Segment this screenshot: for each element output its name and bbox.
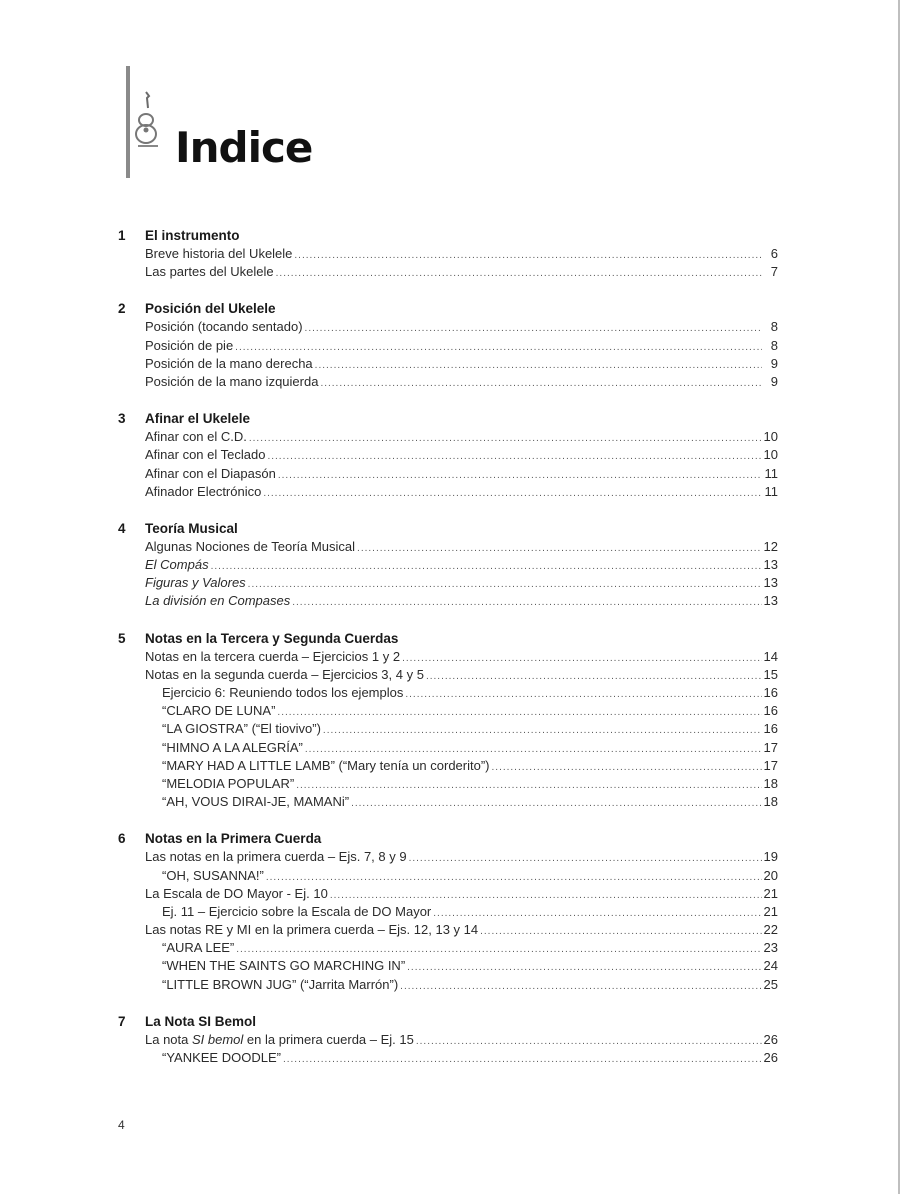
entry-page: 10 xyxy=(763,429,778,445)
dot-leader xyxy=(433,905,761,923)
entry-page: 11 xyxy=(764,465,778,481)
entry-title-text: Posición de la mano izquierda xyxy=(145,373,319,389)
entry-title-text: Breve historia del Ukelele xyxy=(145,246,293,261)
entry-title xyxy=(145,848,407,866)
toc-entry xyxy=(118,648,778,666)
entry-title xyxy=(145,337,233,355)
entry-page: 21 xyxy=(763,903,778,919)
entry-title xyxy=(162,976,398,994)
entry-title xyxy=(145,373,318,391)
toc-section xyxy=(118,519,778,611)
entry-page: 23 xyxy=(763,940,778,956)
toc-entry xyxy=(118,867,778,885)
entry-page: 14 xyxy=(763,648,778,664)
toc-entry xyxy=(118,666,778,684)
entry-title-text: Las notas en la primera cuerda – Ejs. 7, 8 y 9 xyxy=(145,849,407,865)
entry-title-text: “MELODIA POPULAR” xyxy=(162,775,295,791)
entry-page: 25 xyxy=(763,976,778,992)
toc-section xyxy=(118,226,778,281)
dot-leader xyxy=(320,375,762,393)
entry-page: 26 xyxy=(763,1031,778,1047)
section-number: 1 xyxy=(118,228,126,243)
dot-leader xyxy=(235,339,762,357)
toc-entry xyxy=(118,848,778,866)
entry-page: 6 xyxy=(770,246,778,261)
entry-title xyxy=(162,939,234,957)
entry-title-text: “OH, SUSANNA!” xyxy=(162,867,264,883)
entry-title-part: La nota xyxy=(145,1031,192,1047)
section-heading xyxy=(118,299,778,318)
entry-page: 19 xyxy=(763,849,778,865)
entry-title xyxy=(162,867,264,885)
entry-page: 13 xyxy=(763,557,778,573)
toc-entry xyxy=(118,318,778,336)
entry-title xyxy=(162,702,275,720)
section-title: Posición del Ukelele xyxy=(145,301,276,317)
dot-leader xyxy=(283,1051,762,1069)
entry-title xyxy=(145,446,265,464)
section-title: Notas en la Tercera y Segunda Cuerdas xyxy=(145,630,399,646)
entry-page: 16 xyxy=(763,721,778,737)
toc-entry xyxy=(118,739,778,757)
toc-entry xyxy=(118,757,778,775)
toc-entry xyxy=(118,921,778,939)
dot-leader xyxy=(416,1033,762,1051)
entry-page: 20 xyxy=(763,867,778,883)
entry-title xyxy=(145,666,424,684)
entry-title xyxy=(162,684,403,702)
toc-entry xyxy=(118,702,778,720)
entry-title-text: Afinar con el Teclado xyxy=(145,447,266,463)
toc-entry xyxy=(118,1031,778,1049)
page-number: 4 xyxy=(118,1118,125,1132)
entry-page: 16 xyxy=(763,703,778,719)
entry-page: 26 xyxy=(763,1050,778,1065)
entry-title-text: “AH, VOUS DIRAI-JE, MAMANi” xyxy=(162,794,350,810)
section-title: El instrumento xyxy=(145,228,240,243)
entry-title xyxy=(162,793,349,811)
entry-page: 18 xyxy=(763,794,778,810)
dot-leader xyxy=(276,265,762,283)
dot-leader xyxy=(426,668,762,686)
toc-entry xyxy=(118,574,778,592)
toc-entry xyxy=(118,1049,778,1067)
section-title: La Nota SI Bemol xyxy=(145,1013,257,1029)
toc-entry xyxy=(118,465,778,483)
toc-entry xyxy=(118,446,778,464)
toc-entry xyxy=(118,939,778,957)
dot-leader xyxy=(211,558,762,576)
toc-entry xyxy=(118,337,778,355)
entry-title-text: “HIMNO A LA ALEGRÍA” xyxy=(162,739,303,755)
dot-leader xyxy=(249,430,762,448)
dot-leader xyxy=(400,978,761,996)
entry-title-text: Posición de pie xyxy=(145,337,234,353)
entry-title-text: “MARY HAD A LITTLE LAMB” (“Mary tenía un corderito”) xyxy=(162,757,490,773)
section-number: 3 xyxy=(118,411,126,427)
entry-page: 18 xyxy=(763,775,778,791)
toc-entry xyxy=(118,263,778,281)
entry-title-text: Afinar con el Diapasón xyxy=(145,465,276,481)
toc-entry xyxy=(118,556,778,574)
entry-title xyxy=(145,1031,414,1049)
section-heading xyxy=(118,829,778,848)
toc-entry xyxy=(118,976,778,994)
toc-section xyxy=(118,829,778,994)
entry-title xyxy=(162,739,303,757)
entry-page: 17 xyxy=(763,739,778,755)
entry-title xyxy=(145,538,355,556)
entry-page: 9 xyxy=(770,373,778,389)
dot-leader xyxy=(294,247,762,265)
section-heading xyxy=(118,519,778,538)
toc-section xyxy=(118,409,778,501)
entry-title xyxy=(162,957,405,975)
toc-entry xyxy=(118,373,778,391)
entry-title-text: La Escala de DO Mayor - Ej. 10 xyxy=(145,885,328,901)
section-title: Notas en la Primera Cuerda xyxy=(145,831,322,847)
section-heading xyxy=(118,409,778,428)
dot-leader xyxy=(315,357,762,375)
entry-title-text: “WHEN THE SAINTS GO MARCHING IN” xyxy=(162,958,406,974)
entry-page: 11 xyxy=(764,483,778,499)
entry-title xyxy=(162,720,321,738)
entry-title-text: “LA GIOSTRA” (“El tiovivo”) xyxy=(162,721,321,737)
entry-title-text: “LITTLE BROWN JUG” (“Jarrita Marrón”) xyxy=(162,976,399,992)
dot-leader xyxy=(277,704,761,722)
toc-entry xyxy=(118,538,778,556)
dot-leader xyxy=(278,467,762,485)
toc-entry xyxy=(118,684,778,702)
toc-entry xyxy=(118,903,778,921)
entry-title xyxy=(145,921,478,939)
dot-leader xyxy=(409,850,762,868)
toc-section xyxy=(118,629,778,812)
entry-title-text: Algunas Nociones de Teoría Musical xyxy=(145,538,356,554)
dot-leader xyxy=(263,485,762,503)
dot-leader xyxy=(405,686,761,704)
entry-title-text: Afinador Electrónico xyxy=(145,483,262,499)
entry-title-text: Posición (tocando sentado) xyxy=(145,319,303,335)
toc-entry xyxy=(118,775,778,793)
dot-leader xyxy=(292,594,761,612)
entry-title-text: Las notas RE y MI en la primera cuerda – Ejs. 12, 13 y 14 xyxy=(145,922,479,938)
toc-entry xyxy=(118,245,778,263)
dot-leader xyxy=(351,795,761,813)
entry-page: 13 xyxy=(763,575,778,591)
ukulele-logo xyxy=(126,66,162,178)
section-heading xyxy=(118,629,778,648)
ukulele-icon xyxy=(132,90,160,150)
entry-page: 8 xyxy=(770,319,778,335)
entry-title-text: “CLARO DE LUNA” xyxy=(162,703,276,719)
dot-leader xyxy=(267,448,761,466)
toc-entry xyxy=(118,428,778,446)
section-title: Afinar el Ukelele xyxy=(145,411,251,427)
section-number: 7 xyxy=(118,1013,126,1029)
entry-title-text: Ej. 11 – Ejercicio sobre la Escala de DO Mayor xyxy=(162,903,432,919)
dot-leader xyxy=(305,320,762,338)
entry-title-text: Posición de la mano derecha xyxy=(145,355,313,371)
dot-leader xyxy=(248,576,762,594)
toc-entry xyxy=(118,355,778,373)
section-title: Teoría Musical xyxy=(145,520,238,536)
entry-page: 8 xyxy=(770,337,778,353)
entry-title xyxy=(145,574,246,592)
logo-bar xyxy=(126,66,130,178)
dot-leader xyxy=(357,540,761,558)
entry-title-text: “AURA LEE” xyxy=(162,940,235,956)
toc-entry xyxy=(118,483,778,501)
entry-title-text: Notas en la segunda cuerda – Ejercicios 3, 4 y 5 xyxy=(145,666,424,682)
entry-title-text: La división en Compases xyxy=(145,593,291,609)
entry-page: 10 xyxy=(763,447,778,463)
dot-leader xyxy=(407,959,761,977)
entry-page: 12 xyxy=(763,538,778,554)
page-title: Indice xyxy=(175,123,313,172)
entry-page: 22 xyxy=(763,922,778,938)
entry-title-text: Las partes del Ukelele xyxy=(145,264,274,280)
section-number: 5 xyxy=(118,630,126,646)
entry-title xyxy=(145,648,400,666)
toc-entry xyxy=(118,885,778,903)
toc-entry xyxy=(118,592,778,610)
entry-page: 9 xyxy=(770,355,778,371)
entry-title xyxy=(145,245,292,263)
toc-section xyxy=(118,1012,778,1067)
dot-leader xyxy=(266,869,762,887)
entry-title xyxy=(162,757,490,775)
entry-title xyxy=(145,318,303,336)
entry-page: 24 xyxy=(763,958,778,974)
section-number: 6 xyxy=(118,831,126,847)
section-number: 2 xyxy=(118,301,126,317)
section-heading xyxy=(118,226,778,245)
entry-page: 16 xyxy=(763,685,778,700)
entry-title-text: Notas en la tercera cuerda – Ejercicios 1 y 2 xyxy=(145,648,401,664)
entry-page: 13 xyxy=(763,593,778,609)
entry-title xyxy=(145,592,290,610)
entry-title-part: en la primera cuerda – Ej. 15 xyxy=(243,1031,414,1047)
dot-leader xyxy=(492,759,762,777)
toc-entry xyxy=(118,720,778,738)
entry-title xyxy=(162,775,294,793)
entry-page: 7 xyxy=(770,264,778,280)
dot-leader xyxy=(296,777,761,795)
entry-title-text: Figuras y Valores xyxy=(145,575,246,591)
dot-leader xyxy=(480,923,761,941)
entry-page: 15 xyxy=(763,666,778,682)
entry-title xyxy=(145,885,328,903)
entry-title-text: Ejercicio 6: Reuniendo todos los ejemplos xyxy=(162,685,404,700)
entry-title-italic: SI bemol xyxy=(192,1031,244,1047)
dot-leader xyxy=(323,722,762,740)
toc-entry xyxy=(118,793,778,811)
entry-title xyxy=(145,263,274,281)
entry-title-text: El Compás xyxy=(145,557,209,573)
toc-section xyxy=(118,299,778,391)
entry-title xyxy=(145,355,313,373)
entry-title-text: “YANKEE DOODLE” xyxy=(162,1050,281,1065)
entry-title xyxy=(145,556,209,574)
entry-page: 21 xyxy=(763,885,778,901)
section-heading xyxy=(118,1012,778,1031)
toc-entry xyxy=(118,957,778,975)
table-of-contents xyxy=(118,226,778,1085)
entry-title xyxy=(145,465,276,483)
entry-page: 17 xyxy=(763,757,778,773)
entry-title xyxy=(145,483,261,501)
entry-title xyxy=(162,903,431,921)
section-number: 4 xyxy=(118,520,126,536)
dot-leader xyxy=(402,650,761,668)
entry-title xyxy=(145,428,247,446)
entry-title-text: Afinar con el C.D. xyxy=(145,429,247,445)
entry-title xyxy=(162,1049,281,1067)
